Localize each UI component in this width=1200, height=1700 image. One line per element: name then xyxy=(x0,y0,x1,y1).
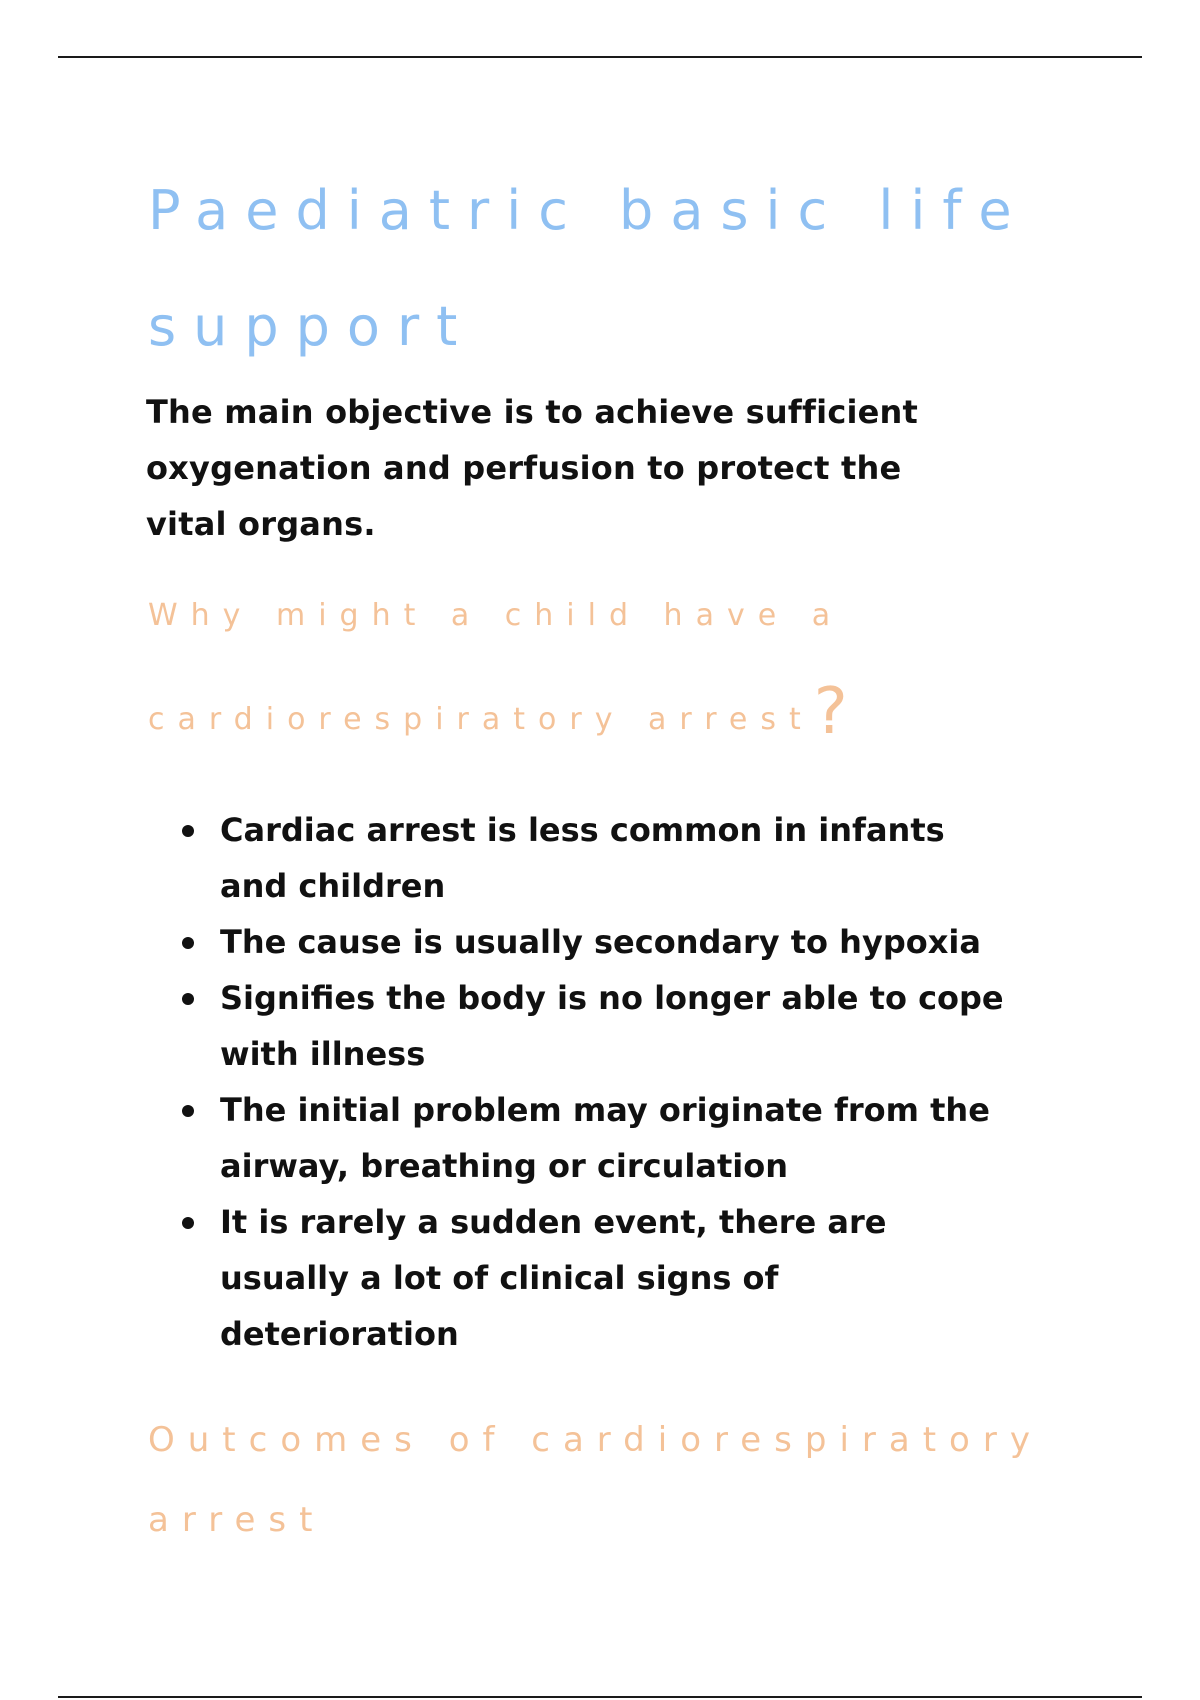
page-title-line-2: support xyxy=(148,295,475,358)
outcomes-heading-line-2: arrest xyxy=(148,1500,326,1540)
bottom-rule xyxy=(58,1696,1142,1698)
top-rule xyxy=(58,56,1142,58)
bullet-icon xyxy=(182,1217,194,1229)
list-item xyxy=(182,1194,1020,1362)
outcomes-heading-line-1: Outcomes of cardiorespiratory xyxy=(148,1420,1043,1460)
list-item-text: The initial problem may originate from the airway, breathing or circulation xyxy=(220,1091,990,1185)
bullet-icon xyxy=(182,937,194,949)
list-item-text: It is rarely a sudden event, there are usually a lot of clinical signs of deterioration xyxy=(220,1203,887,1353)
why-heading-line-1: Why might a child have a xyxy=(148,598,844,633)
cause-bullet-list xyxy=(148,802,1088,1362)
why-heading xyxy=(148,568,1088,768)
question-mark: ? xyxy=(813,675,848,749)
page-content xyxy=(148,150,1088,1560)
page-title-line-1: Paediatric basic life xyxy=(148,179,1029,242)
list-item xyxy=(182,970,1020,1082)
bullet-icon xyxy=(182,1105,194,1117)
list-item-text: Cardiac arrest is less common in infants and children xyxy=(220,811,945,905)
why-heading-line-2 xyxy=(148,664,1088,768)
page-title xyxy=(148,150,1088,388)
list-item xyxy=(182,1082,1020,1194)
bullet-icon xyxy=(182,825,194,837)
why-heading-line-2-text: cardiorespiratory arrest xyxy=(148,702,814,737)
list-item-text: Signifies the body is no longer able to cope with illness xyxy=(220,979,1004,1073)
intro-paragraph: The main objective is to achieve sufficient oxygenation and perfusion to protect the vital organs. xyxy=(146,393,919,543)
bullet-icon xyxy=(182,993,194,1005)
list-item-text: The cause is usually secondary to hypoxia xyxy=(220,923,981,961)
list-item xyxy=(182,914,1020,970)
outcomes-heading xyxy=(148,1400,1088,1560)
list-item xyxy=(182,802,1020,914)
